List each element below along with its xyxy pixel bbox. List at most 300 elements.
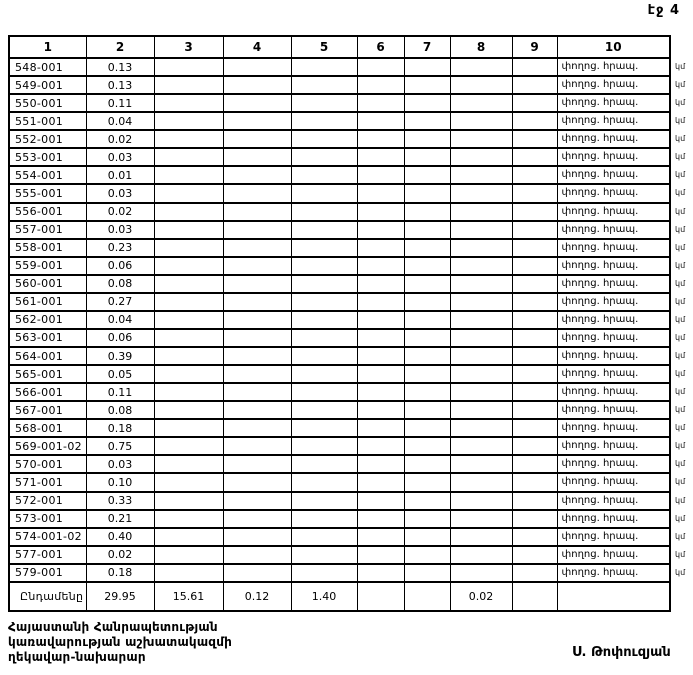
table-row (9, 383, 670, 401)
unit-label: կմ (675, 351, 686, 361)
empty-cell (291, 58, 357, 76)
empty-cell (223, 257, 291, 275)
column-header: 5 (291, 36, 357, 58)
parcel-code-cell: 550-001 (9, 94, 86, 112)
empty-cell (357, 546, 404, 564)
parcel-code-cell: 566-001 (9, 383, 86, 401)
table-row (9, 546, 670, 564)
unit-label: կմ (675, 459, 686, 469)
table-row (9, 564, 670, 582)
empty-cell (223, 455, 291, 473)
empty-cell (357, 401, 404, 419)
empty-cell (291, 148, 357, 166)
street-designation-cell: փողոց. հրապ. (557, 311, 670, 329)
area-value-cell: 0.03 (86, 148, 154, 166)
empty-cell (404, 455, 450, 473)
empty-cell (357, 58, 404, 76)
unit-label: կմ (675, 369, 686, 379)
parcel-code-cell: 560-001 (9, 275, 86, 293)
empty-cell (223, 528, 291, 546)
unit-label: կմ (675, 224, 686, 234)
empty-cell (154, 239, 223, 257)
table-row (9, 455, 670, 473)
total-value-cell: 15.61 (154, 582, 223, 611)
empty-cell (404, 293, 450, 311)
empty-cell (291, 94, 357, 112)
empty-cell (450, 329, 512, 347)
empty-cell (404, 437, 450, 455)
area-value-cell: 0.08 (86, 401, 154, 419)
unit-label: կմ (675, 98, 686, 108)
empty-cell (291, 510, 357, 528)
table-row (9, 365, 670, 383)
empty-cell (223, 329, 291, 347)
empty-cell (154, 184, 223, 202)
parcel-code-cell: 558-001 (9, 239, 86, 257)
empty-cell (154, 347, 223, 365)
unit-label: կմ (675, 531, 686, 541)
empty-cell (512, 347, 557, 365)
empty-cell (223, 473, 291, 491)
empty-cell (512, 184, 557, 202)
unit-label: կմ (675, 152, 686, 162)
street-designation-cell: փողոց. հրապ. (557, 166, 670, 184)
empty-cell (357, 510, 404, 528)
empty-cell (357, 257, 404, 275)
empty-cell (357, 528, 404, 546)
area-value-cell: 0.06 (86, 257, 154, 275)
empty-cell (223, 401, 291, 419)
empty-cell (291, 365, 357, 383)
empty-cell (223, 437, 291, 455)
empty-cell (404, 275, 450, 293)
empty-cell (450, 419, 512, 437)
empty-cell (291, 221, 357, 239)
table-row (9, 293, 670, 311)
empty-cell (357, 275, 404, 293)
empty-cell (357, 148, 404, 166)
empty-cell (291, 166, 357, 184)
empty-cell (223, 221, 291, 239)
empty-cell (450, 166, 512, 184)
empty-cell (357, 293, 404, 311)
footer-block (8, 620, 232, 665)
empty-cell (450, 347, 512, 365)
empty-cell (357, 112, 404, 130)
empty-cell (512, 275, 557, 293)
empty-cell (512, 419, 557, 437)
table-row (9, 510, 670, 528)
empty-cell (450, 546, 512, 564)
empty-cell (154, 564, 223, 582)
empty-cell (223, 564, 291, 582)
street-designation-cell: փողոց. հրապ. (557, 510, 670, 528)
table-row (9, 528, 670, 546)
empty-cell (450, 401, 512, 419)
street-designation-cell: փողոց. հրապ. (557, 564, 670, 582)
empty-cell (404, 184, 450, 202)
parcel-code-cell: 570-001 (9, 455, 86, 473)
empty-cell (450, 437, 512, 455)
empty-cell (291, 419, 357, 437)
empty-cell (223, 112, 291, 130)
empty-cell (154, 275, 223, 293)
empty-cell (512, 492, 557, 510)
table-row (9, 112, 670, 130)
footer-line-3: ղեկավար-նախարար (8, 650, 146, 664)
street-designation-cell: փողոց. հրապ. (557, 347, 670, 365)
unit-label: կմ (675, 278, 686, 288)
street-designation-cell: փողոց. հրապ. (557, 257, 670, 275)
table-row (9, 275, 670, 293)
street-designation-cell: փողոց. հրապ. (557, 546, 670, 564)
empty-cell (154, 76, 223, 94)
empty-cell (154, 473, 223, 491)
unit-label: կմ (675, 441, 686, 451)
area-value-cell: 0.18 (86, 564, 154, 582)
empty-cell (404, 148, 450, 166)
empty-cell (291, 112, 357, 130)
empty-cell (154, 329, 223, 347)
unit-label: կմ (675, 62, 686, 72)
empty-cell (223, 130, 291, 148)
street-designation-cell: փողոց. հրապ. (557, 58, 670, 76)
table-row (9, 473, 670, 491)
empty-cell (512, 257, 557, 275)
empty-cell (512, 473, 557, 491)
empty-cell (450, 76, 512, 94)
empty-cell (154, 546, 223, 564)
street-designation-cell: փողոց. հրապ. (557, 455, 670, 473)
empty-cell (291, 347, 357, 365)
column-header: 4 (223, 36, 291, 58)
parcel-code-cell: 553-001 (9, 148, 86, 166)
area-value-cell: 0.13 (86, 58, 154, 76)
column-header: 8 (450, 36, 512, 58)
empty-cell (223, 311, 291, 329)
empty-cell (404, 329, 450, 347)
area-value-cell: 0.40 (86, 528, 154, 546)
parcel-code-cell: 551-001 (9, 112, 86, 130)
empty-cell (450, 203, 512, 221)
parcel-code-cell: 572-001 (9, 492, 86, 510)
area-value-cell: 0.06 (86, 329, 154, 347)
parcel-code-cell: 555-001 (9, 184, 86, 202)
street-designation-cell: փողոց. հրապ. (557, 239, 670, 257)
empty-cell (404, 492, 450, 510)
empty-cell (223, 58, 291, 76)
empty-cell (512, 311, 557, 329)
empty-cell (512, 112, 557, 130)
empty-cell (291, 383, 357, 401)
empty-cell (357, 437, 404, 455)
empty-cell (357, 184, 404, 202)
empty-cell (512, 293, 557, 311)
empty-cell (404, 76, 450, 94)
unit-label: կմ (675, 567, 686, 577)
empty-cell (404, 203, 450, 221)
empty-cell (450, 564, 512, 582)
empty-cell (357, 492, 404, 510)
empty-cell (404, 401, 450, 419)
unit-label: կմ (675, 116, 686, 126)
empty-cell (223, 383, 291, 401)
parcel-code-cell: 563-001 (9, 329, 86, 347)
unit-label: կմ (675, 423, 686, 433)
empty-cell (512, 58, 557, 76)
unit-label: կմ (675, 314, 686, 324)
empty-cell (404, 510, 450, 528)
empty-cell (291, 492, 357, 510)
empty-cell (450, 130, 512, 148)
parcel-code-cell: 579-001 (9, 564, 86, 582)
total-label-cell: Ընդամենը (9, 582, 86, 611)
empty-cell (291, 437, 357, 455)
unit-label: կմ (675, 188, 686, 198)
empty-cell (291, 311, 357, 329)
empty-cell (404, 419, 450, 437)
empty-cell (223, 148, 291, 166)
unit-label: կմ (675, 495, 686, 505)
empty-cell (357, 419, 404, 437)
table-row (9, 239, 670, 257)
empty-cell (450, 492, 512, 510)
parcel-code-cell: 554-001 (9, 166, 86, 184)
empty-cell (512, 94, 557, 112)
empty-cell (154, 492, 223, 510)
parcel-code-cell: 573-001 (9, 510, 86, 528)
unit-label: կմ (675, 296, 686, 306)
street-designation-cell: փողոց. հրապ. (557, 492, 670, 510)
empty-cell (357, 239, 404, 257)
table-row (9, 203, 670, 221)
empty-cell (512, 401, 557, 419)
empty-cell (357, 130, 404, 148)
empty-cell (154, 383, 223, 401)
empty-cell (291, 275, 357, 293)
empty-cell (223, 492, 291, 510)
empty-cell (512, 329, 557, 347)
empty-cell (357, 473, 404, 491)
table-row (9, 329, 670, 347)
empty-cell (450, 473, 512, 491)
empty-cell (223, 347, 291, 365)
empty-cell (450, 184, 512, 202)
empty-cell (223, 293, 291, 311)
empty-cell (450, 239, 512, 257)
table-row (9, 130, 670, 148)
area-value-cell: 0.10 (86, 473, 154, 491)
unit-label: կմ (675, 405, 686, 415)
empty-cell (404, 221, 450, 239)
empty-cell (404, 94, 450, 112)
total-value-cell: 1.40 (291, 582, 357, 611)
empty-cell (223, 76, 291, 94)
empty-cell (512, 437, 557, 455)
parcel-code-cell: 568-001 (9, 419, 86, 437)
parcel-code-cell: 571-001 (9, 473, 86, 491)
street-designation-cell: փողոց. հրապ. (557, 203, 670, 221)
parcel-code-cell: 577-001 (9, 546, 86, 564)
empty-cell (404, 365, 450, 383)
empty-cell (291, 329, 357, 347)
empty-cell (450, 148, 512, 166)
table-row (9, 401, 670, 419)
empty-cell (223, 166, 291, 184)
unit-label: կմ (675, 206, 686, 216)
parcel-code-cell: 565-001 (9, 365, 86, 383)
street-designation-cell: փողոց. հրապ. (557, 437, 670, 455)
table-row (9, 437, 670, 455)
empty-cell (357, 347, 404, 365)
area-value-cell: 0.03 (86, 221, 154, 239)
street-designation-cell: փողոց. հրապ. (557, 293, 670, 311)
area-value-cell: 0.33 (86, 492, 154, 510)
empty-cell (450, 455, 512, 473)
parcel-code-cell: 562-001 (9, 311, 86, 329)
total-value-cell: 0.12 (223, 582, 291, 611)
empty-cell (357, 94, 404, 112)
empty-cell (512, 546, 557, 564)
unit-label: կմ (675, 332, 686, 342)
empty-cell (291, 455, 357, 473)
area-value-cell: 0.03 (86, 455, 154, 473)
empty-cell (450, 221, 512, 239)
empty-cell (404, 528, 450, 546)
empty-cell (154, 437, 223, 455)
empty-cell (154, 112, 223, 130)
empty-cell (450, 528, 512, 546)
empty-cell (223, 184, 291, 202)
empty-cell (404, 58, 450, 76)
area-value-cell: 0.75 (86, 437, 154, 455)
area-value-cell: 0.13 (86, 76, 154, 94)
empty-cell (154, 401, 223, 419)
empty-cell (223, 365, 291, 383)
empty-cell (512, 221, 557, 239)
empty-cell (357, 203, 404, 221)
area-value-cell: 0.11 (86, 383, 154, 401)
unit-label: կմ (675, 513, 686, 523)
street-designation-cell: փողոց. հրապ. (557, 76, 670, 94)
street-designation-cell: փողոց. հրապ. (557, 148, 670, 166)
street-designation-cell: փողոց. հրապ. (557, 275, 670, 293)
parcel-code-cell: 567-001 (9, 401, 86, 419)
empty-cell (357, 365, 404, 383)
table-row (9, 76, 670, 94)
column-header: 10 (557, 36, 670, 58)
table-row (9, 492, 670, 510)
empty-cell (154, 130, 223, 148)
empty-cell (357, 564, 404, 582)
empty-cell (154, 365, 223, 383)
column-header: 9 (512, 36, 557, 58)
empty-cell (154, 419, 223, 437)
area-value-cell: 0.01 (86, 166, 154, 184)
empty-cell (154, 221, 223, 239)
empty-cell (223, 203, 291, 221)
table-row (9, 148, 670, 166)
column-header: 2 (86, 36, 154, 58)
empty-cell (404, 257, 450, 275)
empty-cell (512, 166, 557, 184)
total-value-cell (357, 582, 404, 611)
parcel-code-cell: 564-001 (9, 347, 86, 365)
parcel-code-cell: 559-001 (9, 257, 86, 275)
street-designation-cell: փողոց. հրապ. (557, 473, 670, 491)
area-value-cell: 0.39 (86, 347, 154, 365)
empty-cell (154, 311, 223, 329)
street-designation-cell: փողոց. հրապ. (557, 401, 670, 419)
table-row (9, 419, 670, 437)
street-designation-cell: փողոց. հրապ. (557, 112, 670, 130)
empty-cell (404, 564, 450, 582)
empty-cell (404, 239, 450, 257)
empty-cell (223, 510, 291, 528)
street-designation-cell: փողոց. հրապ. (557, 329, 670, 347)
land-parcels-table (8, 35, 671, 612)
street-designation-cell: փողոց. հրապ. (557, 365, 670, 383)
area-value-cell: 0.02 (86, 203, 154, 221)
empty-cell (223, 546, 291, 564)
total-value-cell (512, 582, 557, 611)
parcel-code-cell: 549-001 (9, 76, 86, 94)
total-value-cell (404, 582, 450, 611)
parcel-code-cell: 569-001-02 (9, 437, 86, 455)
empty-cell (291, 564, 357, 582)
empty-cell (291, 401, 357, 419)
empty-cell (512, 455, 557, 473)
street-designation-cell: փողոց. հրապ. (557, 184, 670, 202)
empty-cell (357, 76, 404, 94)
table-row (9, 311, 670, 329)
empty-cell (512, 148, 557, 166)
empty-cell (404, 347, 450, 365)
parcel-code-cell: 552-001 (9, 130, 86, 148)
empty-cell (291, 528, 357, 546)
table-row (9, 184, 670, 202)
street-designation-cell: փողոց. հրապ. (557, 383, 670, 401)
empty-cell (357, 311, 404, 329)
column-header: 3 (154, 36, 223, 58)
parcel-code-cell: 574-001-02 (9, 528, 86, 546)
unit-label: կմ (675, 134, 686, 144)
empty-cell (450, 510, 512, 528)
table-row (9, 257, 670, 275)
area-value-cell: 0.02 (86, 130, 154, 148)
area-value-cell: 0.03 (86, 184, 154, 202)
table-row (9, 58, 670, 76)
empty-cell (404, 546, 450, 564)
table-row (9, 347, 670, 365)
total-value-cell: 0.02 (450, 582, 512, 611)
empty-cell (154, 510, 223, 528)
table-header-row (9, 36, 670, 58)
signature-name: Ս. Թոփուզյան (572, 645, 671, 660)
empty-cell (512, 130, 557, 148)
empty-cell (223, 94, 291, 112)
empty-cell (357, 329, 404, 347)
empty-cell (450, 58, 512, 76)
empty-cell (450, 383, 512, 401)
street-designation-cell: փողոց. հրապ. (557, 94, 670, 112)
empty-cell (512, 510, 557, 528)
empty-cell (154, 166, 223, 184)
street-designation-cell: փողոց. հրապ. (557, 528, 670, 546)
table-row (9, 166, 670, 184)
total-row (9, 582, 670, 611)
area-value-cell: 0.11 (86, 94, 154, 112)
